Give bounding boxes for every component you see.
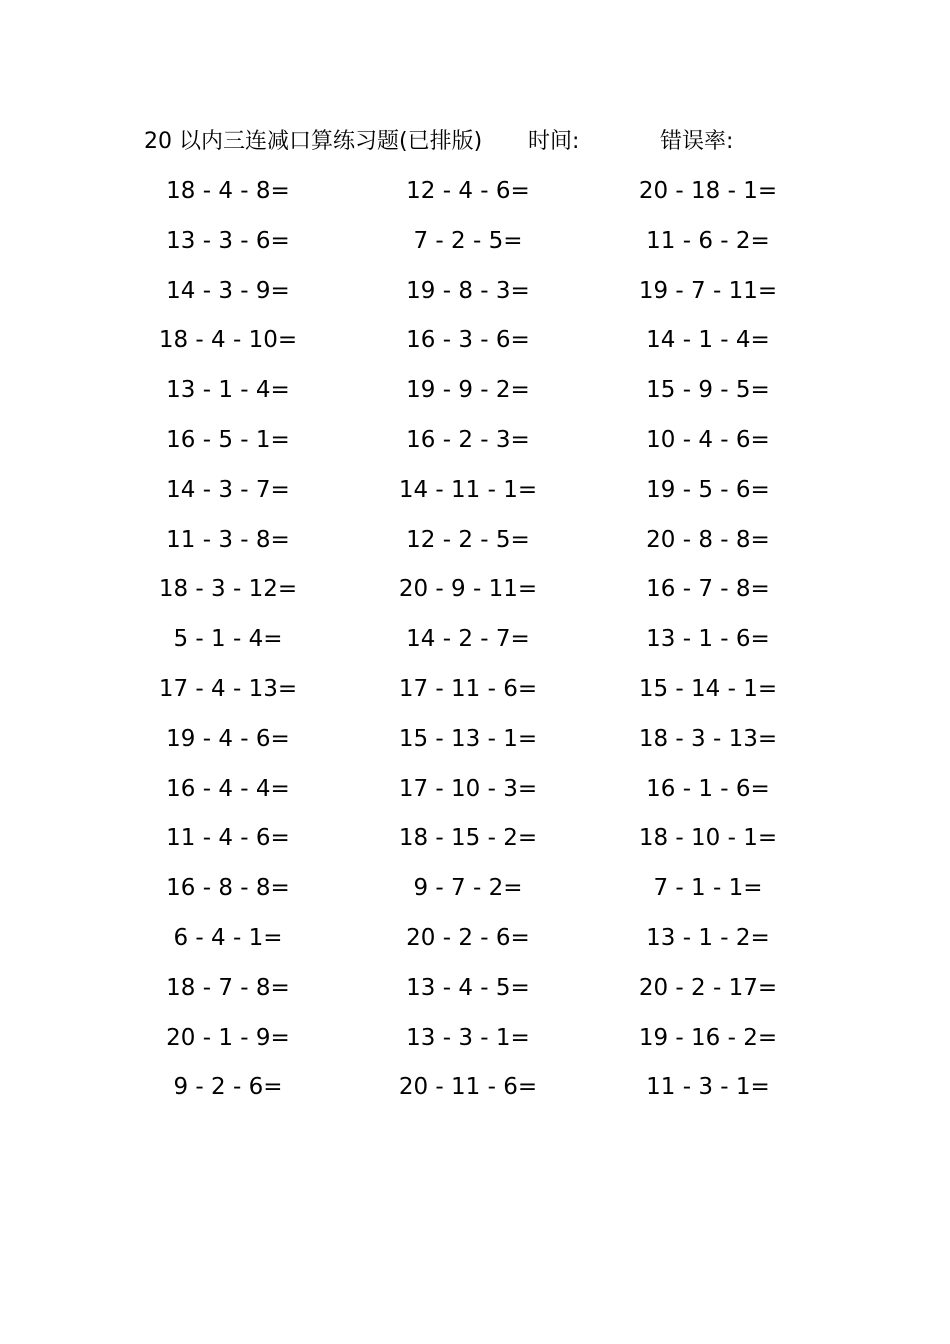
problem: 13 - 3 - 6= [166, 227, 290, 254]
problem: 16 - 3 - 6= [406, 327, 530, 354]
problem: 19 - 4 - 6= [166, 725, 290, 752]
problem: 20 - 1 - 9= [166, 1024, 290, 1051]
problem-row [0, 616, 950, 666]
problem: 20 - 2 - 17= [638, 974, 778, 1001]
problem: 11 - 4 - 6= [166, 825, 290, 852]
problem-row [0, 865, 950, 915]
problem-row [0, 317, 950, 367]
problem: 12 - 2 - 5= [406, 526, 530, 553]
problem: 14 - 2 - 7= [406, 626, 530, 653]
problem: 16 - 2 - 3= [406, 426, 530, 453]
problem: 13 - 1 - 6= [646, 626, 770, 653]
problem: 15 - 13 - 1= [398, 725, 538, 752]
problem-row [0, 467, 950, 517]
problem-row [0, 766, 950, 816]
problem-row [0, 965, 950, 1015]
problem: 20 - 18 - 1= [638, 178, 778, 204]
problem: 20 - 2 - 6= [406, 924, 530, 951]
problem: 18 - 7 - 8= [166, 974, 290, 1001]
problem: 19 - 9 - 2= [406, 377, 530, 404]
problem: 19 - 7 - 11= [638, 277, 778, 304]
problem: 18 - 4 - 8= [166, 178, 290, 204]
problem-row [0, 1015, 950, 1065]
problem: 10 - 4 - 6= [646, 426, 770, 453]
problem: 11 - 6 - 2= [646, 227, 770, 254]
problem: 18 - 10 - 1= [638, 825, 778, 852]
problem: 18 - 3 - 12= [158, 576, 298, 603]
problem-row [0, 517, 950, 567]
error-rate-label: 错误率: [660, 129, 734, 154]
problem-grid [0, 168, 950, 1114]
problem: 19 - 16 - 2= [638, 1024, 778, 1051]
problem: 11 - 3 - 1= [646, 1074, 770, 1101]
problem: 16 - 5 - 1= [166, 426, 290, 453]
problem: 14 - 11 - 1= [398, 476, 538, 503]
problem: 19 - 8 - 3= [406, 277, 530, 304]
problem-row [0, 168, 950, 218]
problem-row [0, 815, 950, 865]
time-label: 时间: [528, 129, 580, 154]
problem: 17 - 11 - 6= [398, 675, 538, 702]
problem: 20 - 9 - 11= [398, 576, 538, 603]
worksheet-title: 20 以内三连减口算练习题(已排版) [144, 129, 483, 154]
problem: 7 - 2 - 5= [413, 227, 523, 254]
problem: 14 - 3 - 7= [166, 476, 290, 503]
problem: 13 - 3 - 1= [406, 1024, 530, 1051]
problem: 20 - 11 - 6= [398, 1074, 538, 1101]
problem-row [0, 666, 950, 716]
problem-row [0, 268, 950, 318]
problem: 18 - 3 - 13= [638, 725, 778, 752]
problem: 16 - 8 - 8= [166, 875, 290, 902]
problem-row [0, 417, 950, 467]
problem-row [0, 566, 950, 616]
problem: 6 - 4 - 1= [173, 924, 283, 951]
problem: 13 - 4 - 5= [406, 974, 530, 1001]
problem-row [0, 716, 950, 766]
problem: 17 - 10 - 3= [398, 775, 538, 802]
problem: 19 - 5 - 6= [646, 476, 770, 503]
problem: 14 - 1 - 4= [646, 327, 770, 354]
problem: 16 - 4 - 4= [166, 775, 290, 802]
problem: 18 - 4 - 10= [158, 327, 298, 354]
problem-row [0, 915, 950, 965]
problem-row [0, 367, 950, 417]
problem: 15 - 9 - 5= [646, 377, 770, 404]
problem: 13 - 1 - 4= [166, 377, 290, 404]
problem: 12 - 4 - 6= [406, 178, 530, 204]
problem-row [0, 218, 950, 268]
problem: 11 - 3 - 8= [166, 526, 290, 553]
problem: 18 - 15 - 2= [398, 825, 538, 852]
problem: 5 - 1 - 4= [173, 626, 283, 653]
problem: 9 - 7 - 2= [413, 875, 523, 902]
problem: 17 - 4 - 13= [158, 675, 298, 702]
problem: 15 - 14 - 1= [638, 675, 778, 702]
problem: 7 - 1 - 1= [653, 875, 763, 902]
problem-row [0, 1064, 950, 1114]
problem: 9 - 2 - 6= [173, 1074, 283, 1101]
problem: 16 - 1 - 6= [646, 775, 770, 802]
problem: 13 - 1 - 2= [646, 924, 770, 951]
worksheet-header [0, 124, 950, 160]
problem: 14 - 3 - 9= [166, 277, 290, 304]
problem: 16 - 7 - 8= [646, 576, 770, 603]
problem: 20 - 8 - 8= [646, 526, 770, 553]
